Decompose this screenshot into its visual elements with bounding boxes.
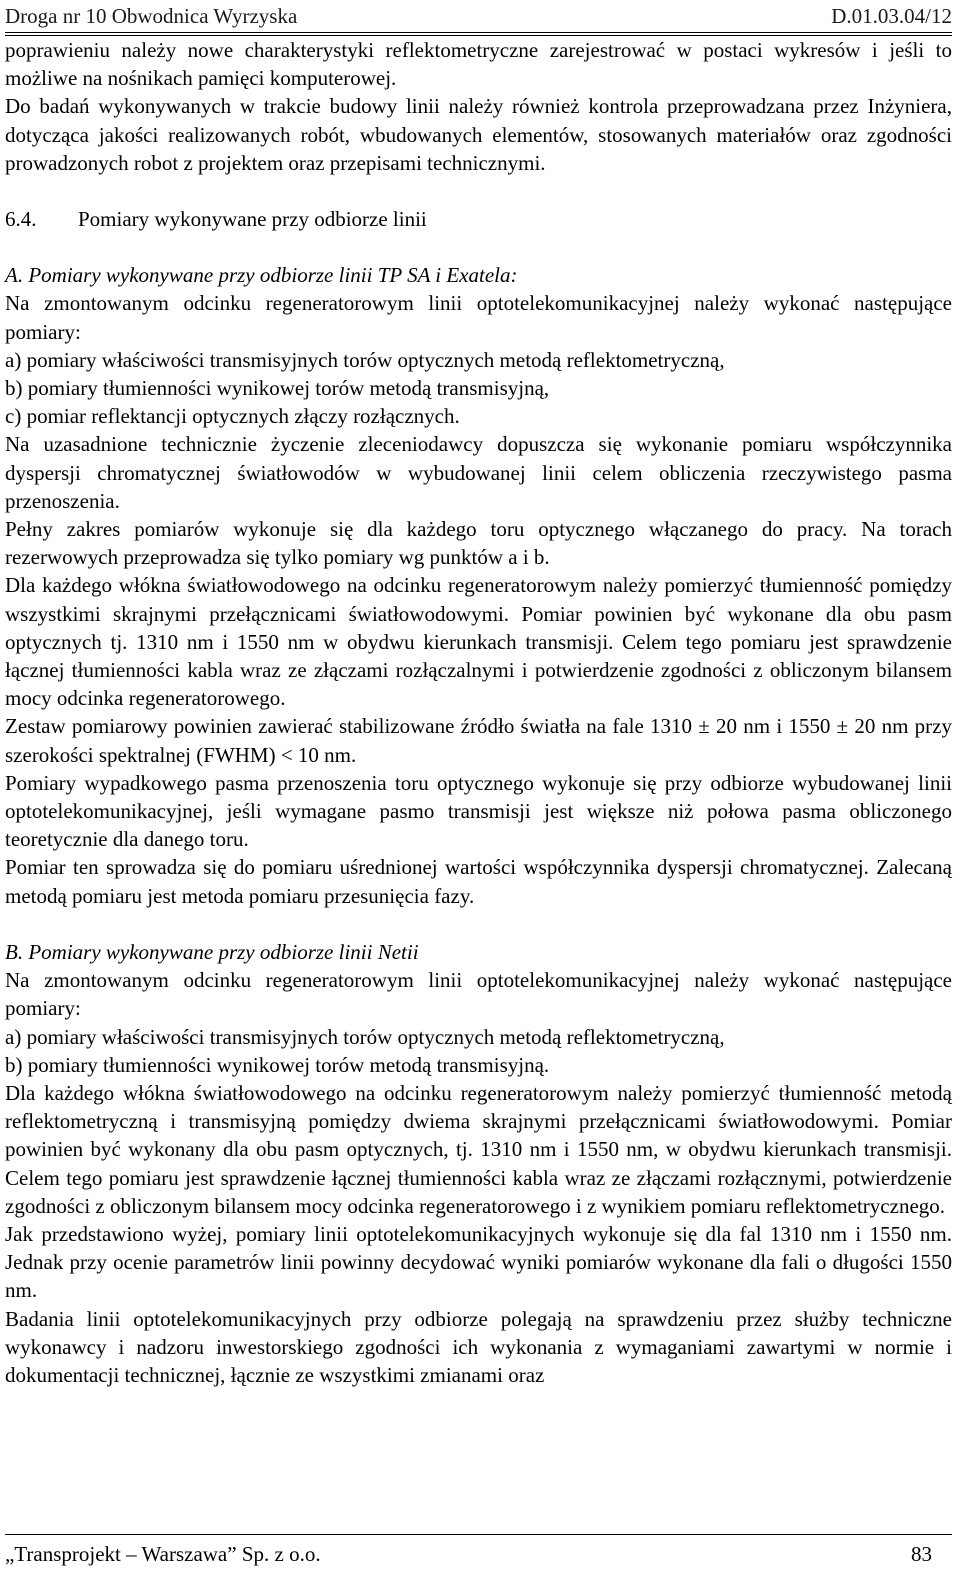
paragraph: Pomiary wypadkowego pasma przenoszenia toru optycznego wykonuje się przy odbiorze wybudowanej linii optotelekomunikacyjnej, jeśli wymagane pasmo transmisji jest większe niż połowa pasma obliczonego teoretycznie dla danego toru.: [5, 770, 952, 852]
page-number: 83: [911, 1541, 932, 1566]
page-body: [5, 36, 952, 1389]
page-footer: [5, 1538, 932, 1570]
paragraph: Do badań wykonywanych w trakcie budowy linii należy również kontrola przeprowadzana przez Inżyniera, dotycząca jakości realizowanych robót, wbudowanych elementów, stosowanych materiałów oraz zgodności prowadzonych robot z projektem oraz przepisami technicznymi.: [5, 94, 952, 175]
footer-divider: [5, 1534, 952, 1535]
paragraph: Na uzasadnione technicznie życzenie zleceniodawcy dopuszcza się wykonanie pomiaru współczynnika dyspersji chromatycznej światłowodów w wybudowanej linii celem obliczenia rzeczywistego pasma przenoszenia.: [5, 432, 952, 513]
header-spec-code: D.01.03.04/12: [831, 3, 952, 28]
list-item: a) pomiary właściwości transmisyjnych torów optycznych metodą reflektometryczną,: [5, 1024, 725, 1049]
subsection-title-a: A. Pomiary wykonywane przy odbiorze linii TP SA i Exatela:: [5, 263, 518, 288]
paragraph: poprawieniu należy nowe charakterystyki reflektometryczne zarejestrować w postaci wykresów i jeśli to możliwe na nośnikach pamięci komputerowej.: [5, 38, 952, 91]
list-item: c) pomiar reflektancji optycznych złączy rozłącznych.: [5, 404, 460, 429]
paragraph: Na zmontowanym odcinku regeneratorowym linii optotelekomunikacyjnej należy wykonać następujące pomiary:: [5, 968, 952, 1021]
section-title: Pomiary wykonywane przy odbiorze linii: [78, 207, 427, 232]
paragraph: Zestaw pomiarowy powinien zawierać stabilizowane źródło światła na fale 1310 ± 20 nm i 1550 ± 20 nm przy szerokości spektralnej (FWHM) < 10 nm.: [5, 714, 952, 767]
spacer: [5, 233, 952, 261]
list-item: b) pomiary tłumienności wynikowej torów metodą transmisyjną,: [5, 376, 550, 401]
paragraph: Badania linii optotelekomunikacyjnych przy odbiorze polegają na sprawdzeniu przez służby techniczne wykonawcy i nadzoru inwestorskiego zgodności ich wykonania z wymaganiami zawartymi w normie i dokumentacji technicznej, łącznie ze wszystkimi zmianami oraz: [5, 1306, 952, 1387]
paragraph: Na zmontowanym odcinku regeneratorowym linii optotelekomunikacyjnej należy wykonać następujące pomiary:: [5, 291, 952, 344]
list-item: b) pomiary tłumienności wynikowej torów metodą transmisyjną.: [5, 1052, 550, 1077]
section-heading: [5, 205, 952, 233]
paragraph: Jak przedstawiono wyżej, pomiary linii optotelekomunikacyjnych wykonuje się dla fal 1310 nm i 1550 nm. Jednak przy ocenie parametrów linii powinny decydować wyniki pomiarów wykonane dla fali o długości 1550 nm.: [5, 1221, 952, 1303]
header-document-title: Droga nr 10 Obwodnica Wyrzyska: [5, 3, 298, 28]
paragraph: Dla każdego włókna światłowodowego na odcinku regeneratorowym należy pomierzyć tłumienność pomiędzy wszystkimi skrajnymi przełącznicami światłowodowymi. Pomiar powinien być wykonane dla obu pasm optycznych tj. 1310 nm i 1550 nm w obydwu kierunkach transmisji. Celem tego pomiaru jest sprawdzenie łącznej tłumienności kabla wraz ze złączami rozłączalnymi i potwierdzenie zgodności z obliczonym bilansem mocy odcinka regeneratorowego.: [5, 573, 952, 711]
list-item: a) pomiary właściwości transmisyjnych torów optycznych metodą reflektometryczną,: [5, 347, 725, 372]
spacer: [5, 910, 952, 938]
page-header: [5, 0, 952, 32]
section-number: 6.4.: [5, 207, 37, 232]
paragraph: Dla każdego włókna światłowodowego na odcinku regeneratorowym należy pomierzyć tłumienność metodą reflektometryczną i transmisyjną pomiędzy dwiema skrajnymi przełącznicami światłowodowymi. Pomiar powinien być wykonany dla obu pasm optycznych, tj. 1310 nm i 1550 nm, w obydwu kierunkach transmisji. Celem tego pomiaru jest sprawdzenie łącznej tłumienności kabla wraz ze złączami rozłącznymi, potwierdzenie zgodności z obliczonym bilansem mocy odcinka regeneratorowego i z wynikiem pomiaru reflektometrycznego.: [5, 1080, 952, 1218]
paragraph: Pełny zakres pomiarów wykonuje się dla każdego toru optycznego włączanego do pracy. Na torach rezerwowych przeprowadza się tylko pomiary wg punktów a i b.: [5, 517, 952, 570]
footer-company: „Transprojekt – Warszawa” Sp. z o.o.: [5, 1541, 321, 1566]
subsection-title-b: B. Pomiary wykonywane przy odbiorze linii Netii: [5, 939, 419, 964]
spacer: [5, 177, 952, 205]
paragraph: Pomiar ten sprowadza się do pomiaru uśrednionej wartości współczynnika dyspersji chromatycznej. Zalecaną metodą pomiaru jest metoda pomiaru przesunięcia fazy.: [5, 855, 952, 908]
